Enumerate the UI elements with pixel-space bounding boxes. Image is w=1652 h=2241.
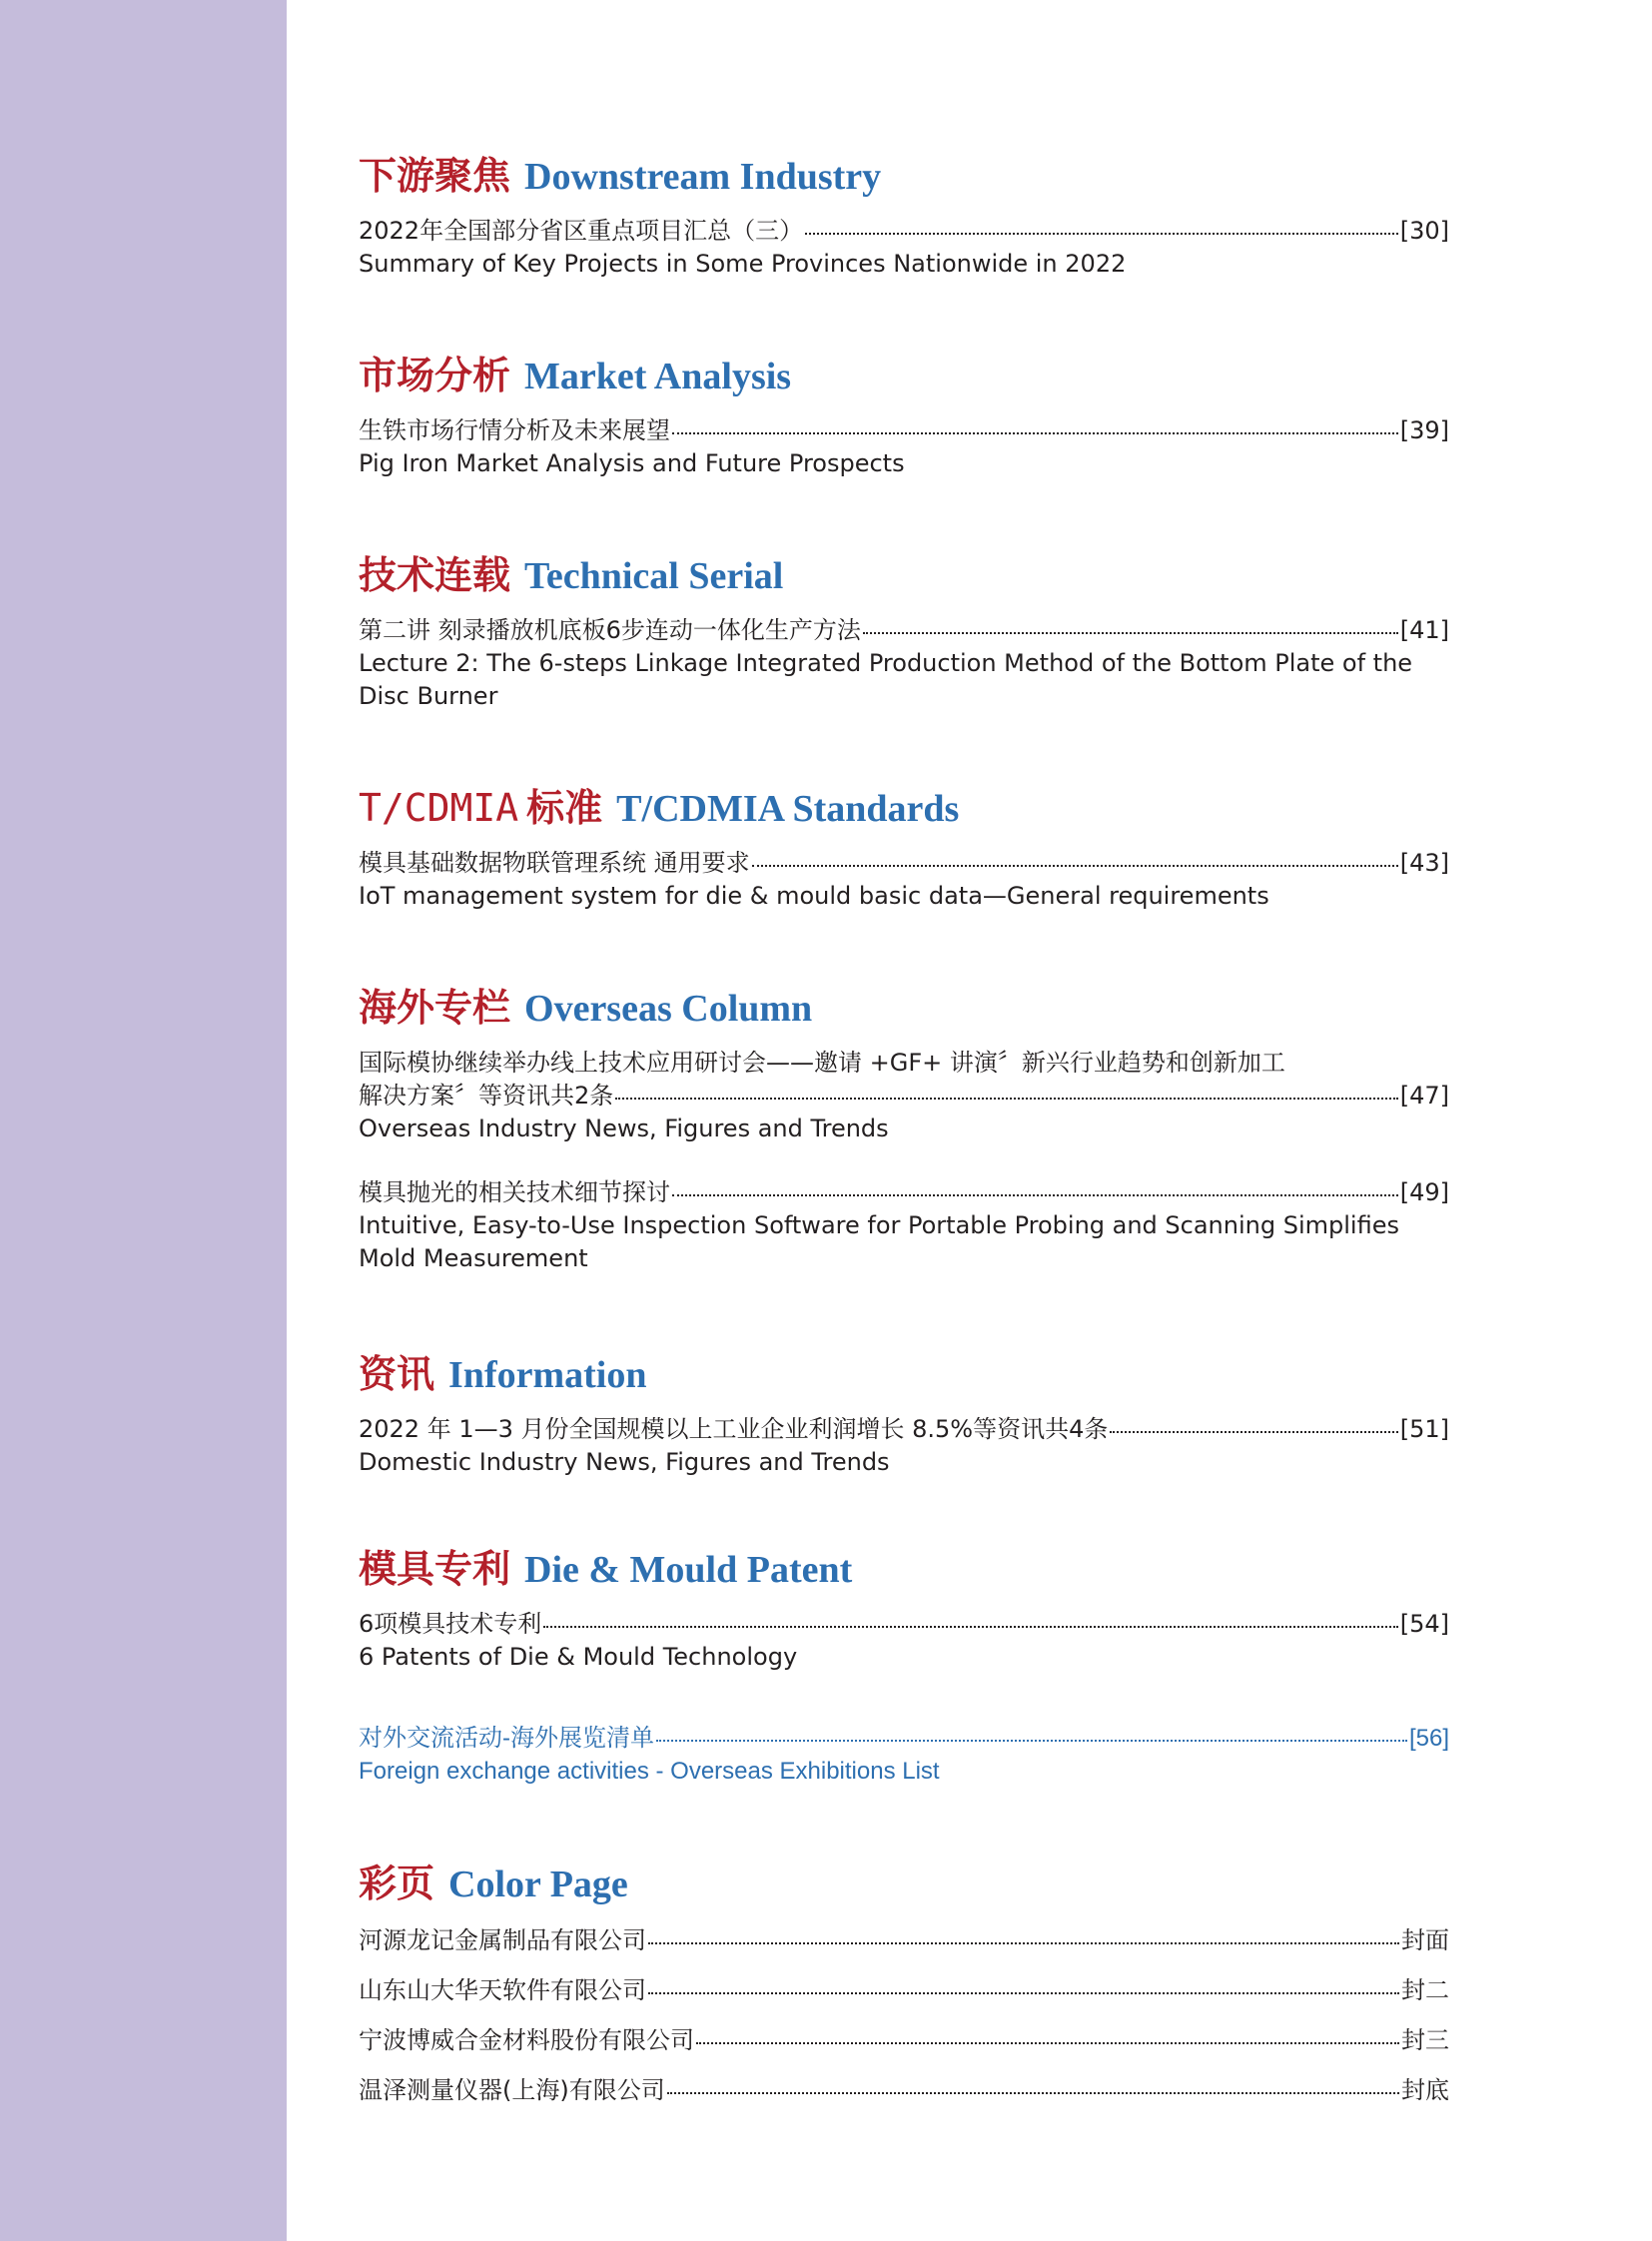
leader-dots bbox=[1110, 1431, 1397, 1433]
section-heading bbox=[359, 1343, 1449, 1403]
page-number: [43] bbox=[1399, 849, 1449, 877]
entry-title: 2022年全国部分省区重点项目汇总（三） bbox=[359, 217, 804, 245]
entry-subtitle: Summary of Key Projects in Some Provinces Nationwide in 2022 bbox=[359, 250, 1127, 278]
toc-entry[interactable] bbox=[359, 1608, 1449, 1674]
entry-title: 对外交流活动-海外展览清单 bbox=[359, 1725, 654, 1752]
entry-title: 第二讲 刻录播放机底板6步连动一体化生产方法 bbox=[359, 616, 861, 644]
entry-subtitle: Foreign exchange activities - Overseas Exhibitions List bbox=[359, 1758, 940, 1785]
entry-subtitle-cont: Mold Measurement bbox=[359, 1244, 588, 1272]
entry-title: 模具基础数据物联管理系统 通用要求 bbox=[359, 849, 750, 877]
section-patent bbox=[359, 1538, 1449, 1674]
leader-dots bbox=[696, 2042, 1399, 2044]
page-number: [56] bbox=[1408, 1725, 1449, 1752]
section-heading bbox=[359, 1853, 1449, 1912]
heading-en: Market Analysis bbox=[524, 356, 792, 397]
section-standards bbox=[359, 777, 1449, 913]
entry-title: 温泽测量仪器(上海)有限公司 bbox=[359, 2076, 665, 2104]
heading-en: Overseas Column bbox=[524, 988, 813, 1030]
section-downstream bbox=[359, 145, 1449, 281]
entry-subtitle: Intuitive, Easy-to-Use Inspection Software for Portable Probing and Scanning Simplifies bbox=[359, 1211, 1399, 1239]
entry-title-line1: 国际模协继续举办线上技术应用研讨会——邀请 +GF+ 讲演〞新兴行业趋势和创新加工 bbox=[359, 1049, 1285, 1077]
color-page-row[interactable] bbox=[359, 2074, 1449, 2124]
heading-cn: 彩页 bbox=[359, 1861, 435, 1905]
heading-en: T/CDMIA Standards bbox=[616, 788, 960, 830]
heading-cn: 资讯 bbox=[359, 1351, 435, 1396]
entry-subtitle: IoT management system for die & mould basic data—General requirements bbox=[359, 882, 1269, 910]
color-page-row[interactable] bbox=[359, 1924, 1449, 1974]
entry-subtitle: Pig Iron Market Analysis and Future Prospects bbox=[359, 449, 905, 477]
heading-en: Downstream Industry bbox=[524, 156, 882, 198]
entry-title: 河源龙记金属制品有限公司 bbox=[359, 1926, 646, 1954]
section-exchange bbox=[359, 1722, 1449, 1788]
color-page-row[interactable] bbox=[359, 2024, 1449, 2074]
heading-en: Technical Serial bbox=[524, 555, 784, 597]
toc-entry[interactable] bbox=[359, 414, 1449, 480]
color-page-row[interactable] bbox=[359, 1974, 1449, 2024]
page-number: [39] bbox=[1399, 416, 1449, 444]
section-technical bbox=[359, 544, 1449, 713]
page-number: [30] bbox=[1399, 217, 1449, 245]
toc-entry[interactable] bbox=[359, 1413, 1449, 1479]
heading-cn-prefix: T/CDMIA bbox=[359, 786, 519, 830]
section-heading bbox=[359, 777, 1449, 837]
page-number: [54] bbox=[1399, 1610, 1449, 1638]
heading-cn: 市场分析 bbox=[359, 353, 511, 397]
section-heading bbox=[359, 145, 1449, 205]
section-overseas bbox=[359, 977, 1449, 1275]
toc-entry[interactable] bbox=[359, 1176, 1449, 1275]
heading-cn: 标准 bbox=[526, 785, 603, 830]
entry-title: 2022 年 1—3 月份全国规模以上工业企业利润增长 8.5%等资讯共4条 bbox=[359, 1415, 1109, 1443]
entry-subtitle: 6 Patents of Die & Mould Technology bbox=[359, 1643, 798, 1671]
leader-dots bbox=[543, 1626, 1397, 1628]
page-label: 封二 bbox=[1401, 1976, 1449, 2004]
entry-title: 生铁市场行情分析及未来展望 bbox=[359, 416, 670, 444]
leader-dots bbox=[863, 632, 1398, 634]
toc-entry[interactable] bbox=[359, 1722, 1449, 1788]
entry-subtitle: Domestic Industry News, Figures and Trends bbox=[359, 1448, 890, 1476]
entry-subtitle-cont: Disc Burner bbox=[359, 682, 498, 710]
section-heading bbox=[359, 345, 1449, 404]
page-number: [51] bbox=[1399, 1415, 1449, 1443]
entry-title: 6项模具技术专利 bbox=[359, 1610, 542, 1638]
leader-dots bbox=[667, 2092, 1399, 2094]
section-information bbox=[359, 1343, 1449, 1479]
sidebar-band bbox=[0, 0, 287, 2241]
section-heading bbox=[359, 977, 1449, 1037]
heading-cn: 技术连载 bbox=[359, 552, 511, 597]
entry-title: 山东山大华天软件有限公司 bbox=[359, 1976, 646, 2004]
section-heading bbox=[359, 1538, 1449, 1598]
page-label: 封底 bbox=[1401, 2076, 1449, 2104]
section-color-page bbox=[359, 1853, 1449, 2124]
leader-dots bbox=[648, 1992, 1399, 1994]
page-number: [41] bbox=[1399, 616, 1449, 644]
section-market bbox=[359, 345, 1449, 480]
heading-cn: 模具专利 bbox=[359, 1546, 511, 1591]
heading-cn: 下游聚焦 bbox=[359, 153, 511, 198]
leader-dots bbox=[672, 1194, 1398, 1196]
entry-subtitle: Lecture 2: The 6-steps Linkage Integrated Production Method of the Bottom Plate of the bbox=[359, 649, 1413, 677]
page-label: 封三 bbox=[1401, 2026, 1449, 2054]
toc-entry[interactable] bbox=[359, 215, 1449, 281]
entry-subtitle: Overseas Industry News, Figures and Trends bbox=[359, 1115, 889, 1142]
table-of-contents bbox=[359, 0, 1449, 2241]
heading-en: Color Page bbox=[448, 1864, 628, 1905]
leader-dots bbox=[752, 865, 1398, 867]
toc-entry[interactable] bbox=[359, 614, 1449, 713]
toc-entry[interactable] bbox=[359, 1047, 1449, 1145]
heading-en: Information bbox=[448, 1354, 647, 1396]
entry-title: 解决方案〞等资讯共2条 bbox=[359, 1082, 614, 1110]
entry-title: 宁波博威合金材料股份有限公司 bbox=[359, 2026, 694, 2054]
toc-entry[interactable] bbox=[359, 847, 1449, 913]
page-label: 封面 bbox=[1401, 1926, 1449, 1954]
heading-cn: 海外专栏 bbox=[359, 985, 511, 1030]
leader-dots bbox=[672, 432, 1398, 434]
leader-dots bbox=[615, 1098, 1397, 1100]
heading-en: Die & Mould Patent bbox=[524, 1549, 853, 1591]
page-number: [49] bbox=[1399, 1178, 1449, 1206]
page-number: [47] bbox=[1399, 1082, 1449, 1110]
leader-dots bbox=[656, 1740, 1407, 1742]
leader-dots bbox=[648, 1942, 1399, 1944]
leader-dots bbox=[805, 233, 1398, 235]
entry-title: 模具抛光的相关技术细节探讨 bbox=[359, 1178, 670, 1206]
section-heading bbox=[359, 544, 1449, 604]
